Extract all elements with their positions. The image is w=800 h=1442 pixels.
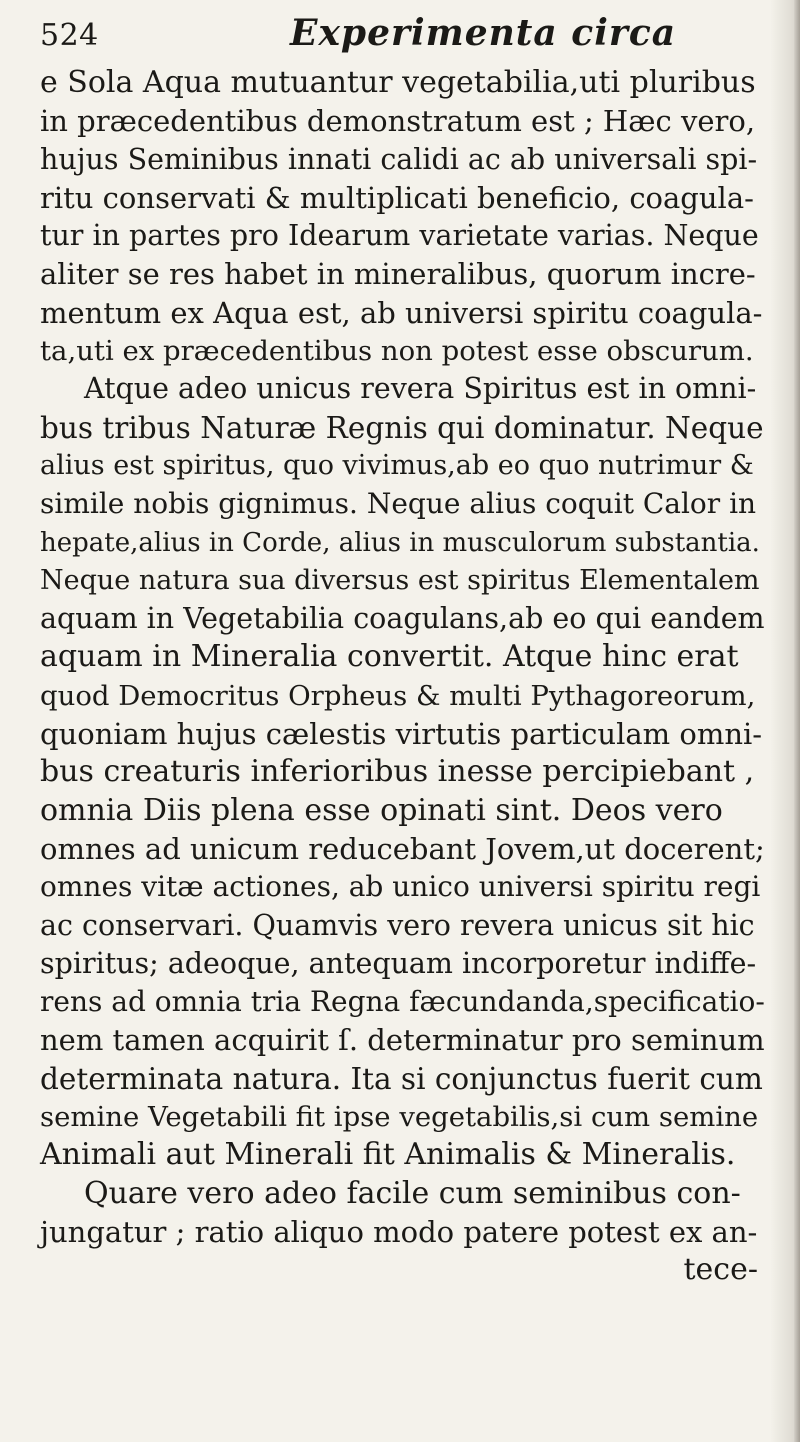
text-line: Atque adeo unicus revera Spiritus est in omni- bbox=[84, 372, 757, 406]
text-line: Neque natura sua diversus est spiritus Elementalem bbox=[40, 564, 760, 596]
text-line: spiritus; adeoque, antequam incorporetur indiffe- bbox=[40, 946, 757, 980]
running-head: Experimenta circa bbox=[290, 12, 677, 54]
text-line: Quare vero adeo facile cum seminibus con- bbox=[84, 1175, 741, 1211]
text-line: nem tamen acquirit ſ. determinatur pro seminum bbox=[40, 1023, 765, 1058]
body-text bbox=[40, 64, 766, 1290]
text-line: omnes vitæ actiones, ab unico universi spiritu regi bbox=[40, 870, 761, 904]
text-line: mentum ex Aqua est, ab universi spiritu coagula- bbox=[40, 295, 763, 330]
text-line: hepate,alius in Corde, alius in musculorum substantia. bbox=[40, 527, 760, 558]
text-line: alius est spiritus, quo vivimus,ab eo quo nutrimur & bbox=[40, 449, 754, 481]
page-header bbox=[40, 8, 760, 66]
text-line: Animali aut Minerali fit Animalis & Mineralis. bbox=[40, 1137, 736, 1173]
text-line: determinata natura. Ita si conjunctus fuerit cum bbox=[40, 1061, 763, 1096]
text-line: ta,uti ex præcedentibus non potest esse obscurum. bbox=[40, 335, 754, 368]
text-line: bus creaturis inferioribus inesse percipiebant , bbox=[40, 754, 755, 790]
text-line: bus tribus Naturæ Regnis qui dominatur. Neque bbox=[40, 410, 764, 445]
text-line: aquam in Vegetabilia coagulans,ab eo qui eandem bbox=[40, 602, 765, 636]
text-line: omnes ad unicum reducebant Jovem,ut docerent; bbox=[40, 831, 765, 866]
text-line: omnia Diis plena esse opinati sint. Deos vero bbox=[40, 792, 723, 828]
text-line: e Sola Aqua mutuantur vegetabilia,uti pluribus bbox=[40, 65, 756, 100]
text-line: hujus Seminibus innati calidi ac ab universali spi- bbox=[40, 142, 758, 176]
text-line: quod Democritus Orpheus & multi Pythagoreorum, bbox=[40, 679, 756, 712]
text-line: quoniam hujus cælestis virtutis particulam omni- bbox=[40, 717, 763, 752]
text-line: in præcedentibus demonstratum est ; Hæc vero, bbox=[40, 104, 756, 139]
text-line: rens ad omnia tria Regna fæcundanda,specificatio- bbox=[40, 985, 765, 1019]
text-line: simile nobis gignimus. Neque alius coquit Calor in bbox=[40, 487, 757, 521]
text-line: aquam in Mineralia convertit. Atque hinc erat bbox=[40, 639, 739, 675]
page-number: 524 bbox=[40, 18, 99, 53]
text-line: semine Vegetabili fit ipse vegetabilis,si cum semine bbox=[40, 1101, 759, 1134]
catchword: tece- bbox=[683, 1252, 758, 1288]
text-line: ac conservari. Quamvis vero revera unicus sit hic bbox=[40, 908, 755, 942]
text-line: tur in partes pro Idearum varietate varias. Neque bbox=[40, 219, 759, 253]
text-line: aliter se res habet in mineralibus, quorum incre- bbox=[40, 257, 756, 292]
text-line: jungatur ; ratio aliquo modo patere potest ex an- bbox=[40, 1214, 758, 1249]
text-line: ritu conservati & multiplicati beneficio, coagula- bbox=[40, 180, 754, 215]
page-edge-shadow bbox=[794, 0, 800, 1442]
